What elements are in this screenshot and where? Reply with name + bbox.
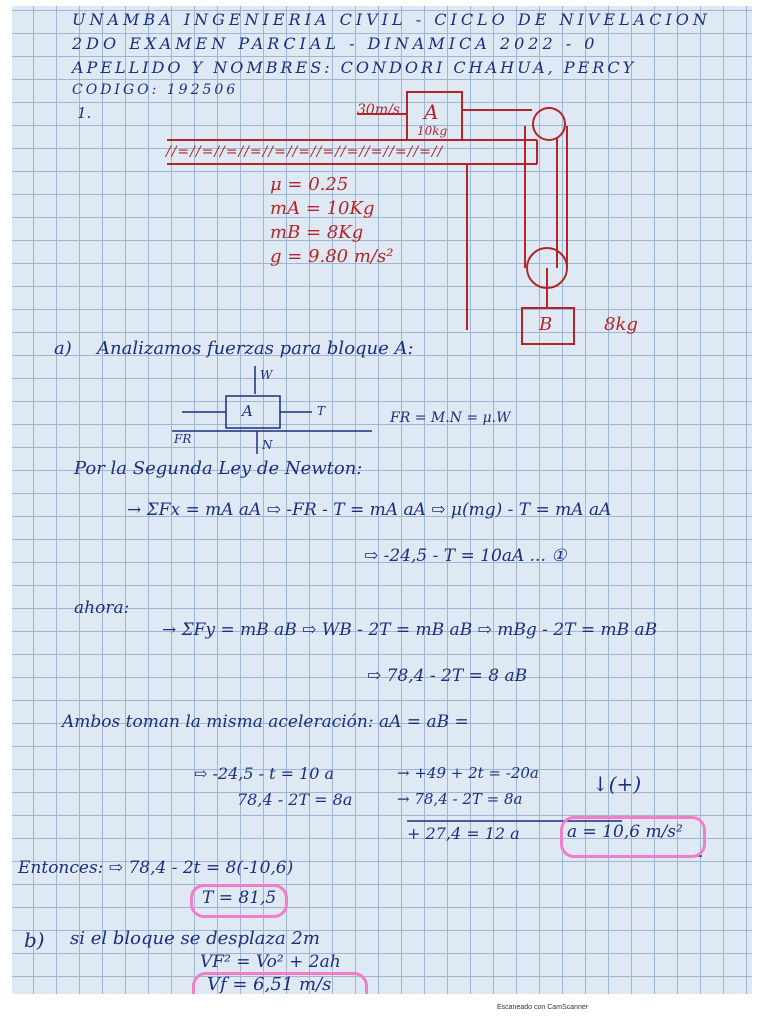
part-a-label: a) bbox=[54, 338, 72, 359]
positive-direction: ↓(+) bbox=[592, 772, 642, 796]
sum-equation: + 27,4 = 12 a bbox=[407, 824, 520, 843]
fbd-fr: FR bbox=[174, 432, 192, 446]
equation-2: ⇨ 78,4 - 2T = 8 aB bbox=[367, 666, 528, 686]
fbd-block: A bbox=[242, 402, 253, 420]
kinematic-equation: VF² = Vo² + 2ah bbox=[200, 952, 341, 972]
notebook-page bbox=[12, 6, 752, 994]
system-eq-1: ⇨ -24,5 - t = 10 a bbox=[194, 764, 335, 783]
equation-sum-fx: → ΣFx = mA aA ⇨ -FR - T = mA aA ⇨ μ(mg) - T = mA aA bbox=[127, 500, 612, 520]
entonces-equation: Entonces: ⇨ 78,4 - 2t = 8(-10,6) bbox=[18, 858, 294, 878]
problem-number: 1. bbox=[77, 104, 92, 122]
same-acceleration-statement: Ambos toman la misma aceleración: aA = aB = bbox=[62, 712, 469, 732]
header-line-1: UNAMBA INGENIERIA CIVIL - CICLO DE NIVELACION bbox=[72, 10, 711, 29]
header-line-3: APELLIDO Y NOMBRES: CONDORI CHAHUA, PERCY bbox=[72, 58, 637, 77]
equation-1: ⇨ -24,5 - T = 10aA ... ① bbox=[364, 546, 567, 566]
system-eq-2: 78,4 - 2T = 8a bbox=[237, 790, 353, 809]
fbd-w: W bbox=[260, 368, 273, 382]
given-g: g = 9.80 m/s² bbox=[270, 246, 394, 267]
velocity-label: 30m/s bbox=[357, 102, 400, 118]
block-b-label: B bbox=[539, 314, 553, 335]
tension-result: T = 81,5 bbox=[202, 888, 277, 908]
velocity-result: Vf = 6,51 m/s bbox=[207, 974, 332, 994]
system-eq-4: → 78,4 - 2T = 8a bbox=[397, 790, 523, 808]
given-mb: mB = 8Kg bbox=[270, 222, 364, 243]
friction-equation: FR = M.N = μ.W bbox=[390, 410, 511, 426]
ahora-label: ahora: bbox=[74, 598, 130, 618]
block-b-mass: 8kg bbox=[604, 314, 638, 335]
part-b-heading: si el bloque se desplaza 2m bbox=[70, 928, 320, 949]
fbd-n: N bbox=[262, 438, 273, 452]
given-mu: μ = 0.25 bbox=[270, 174, 349, 195]
fbd-t: T bbox=[317, 404, 326, 418]
given-ma: mA = 10Kg bbox=[270, 198, 375, 219]
header-line-4: CODIGO: 192506 bbox=[72, 82, 239, 98]
table-surface: //=//=//=//=//=//=//=//=//=//=//=// bbox=[166, 144, 444, 160]
camscanner-footer: Escaneado con CamScanner bbox=[497, 1004, 589, 1011]
block-a-mass: 10kg bbox=[417, 124, 448, 138]
acceleration-result: a = 10,6 m/s² bbox=[567, 822, 683, 842]
system-eq-3: → +49 + 2t = -20a bbox=[397, 764, 539, 782]
header-line-2: 2DO EXAMEN PARCIAL - DINAMICA 2022 - 0 bbox=[72, 34, 599, 53]
equation-sum-fy: → ΣFy = mB aB ⇨ WB - 2T = mB aB ⇨ mBg - 2T = mB aB bbox=[162, 620, 658, 640]
block-a-label: A bbox=[424, 100, 439, 124]
part-a-heading: Analizamos fuerzas para bloque A: bbox=[97, 338, 414, 359]
part-b-label: b) bbox=[24, 928, 45, 952]
newton-law-heading: Por la Segunda Ley de Newton: bbox=[74, 458, 363, 479]
